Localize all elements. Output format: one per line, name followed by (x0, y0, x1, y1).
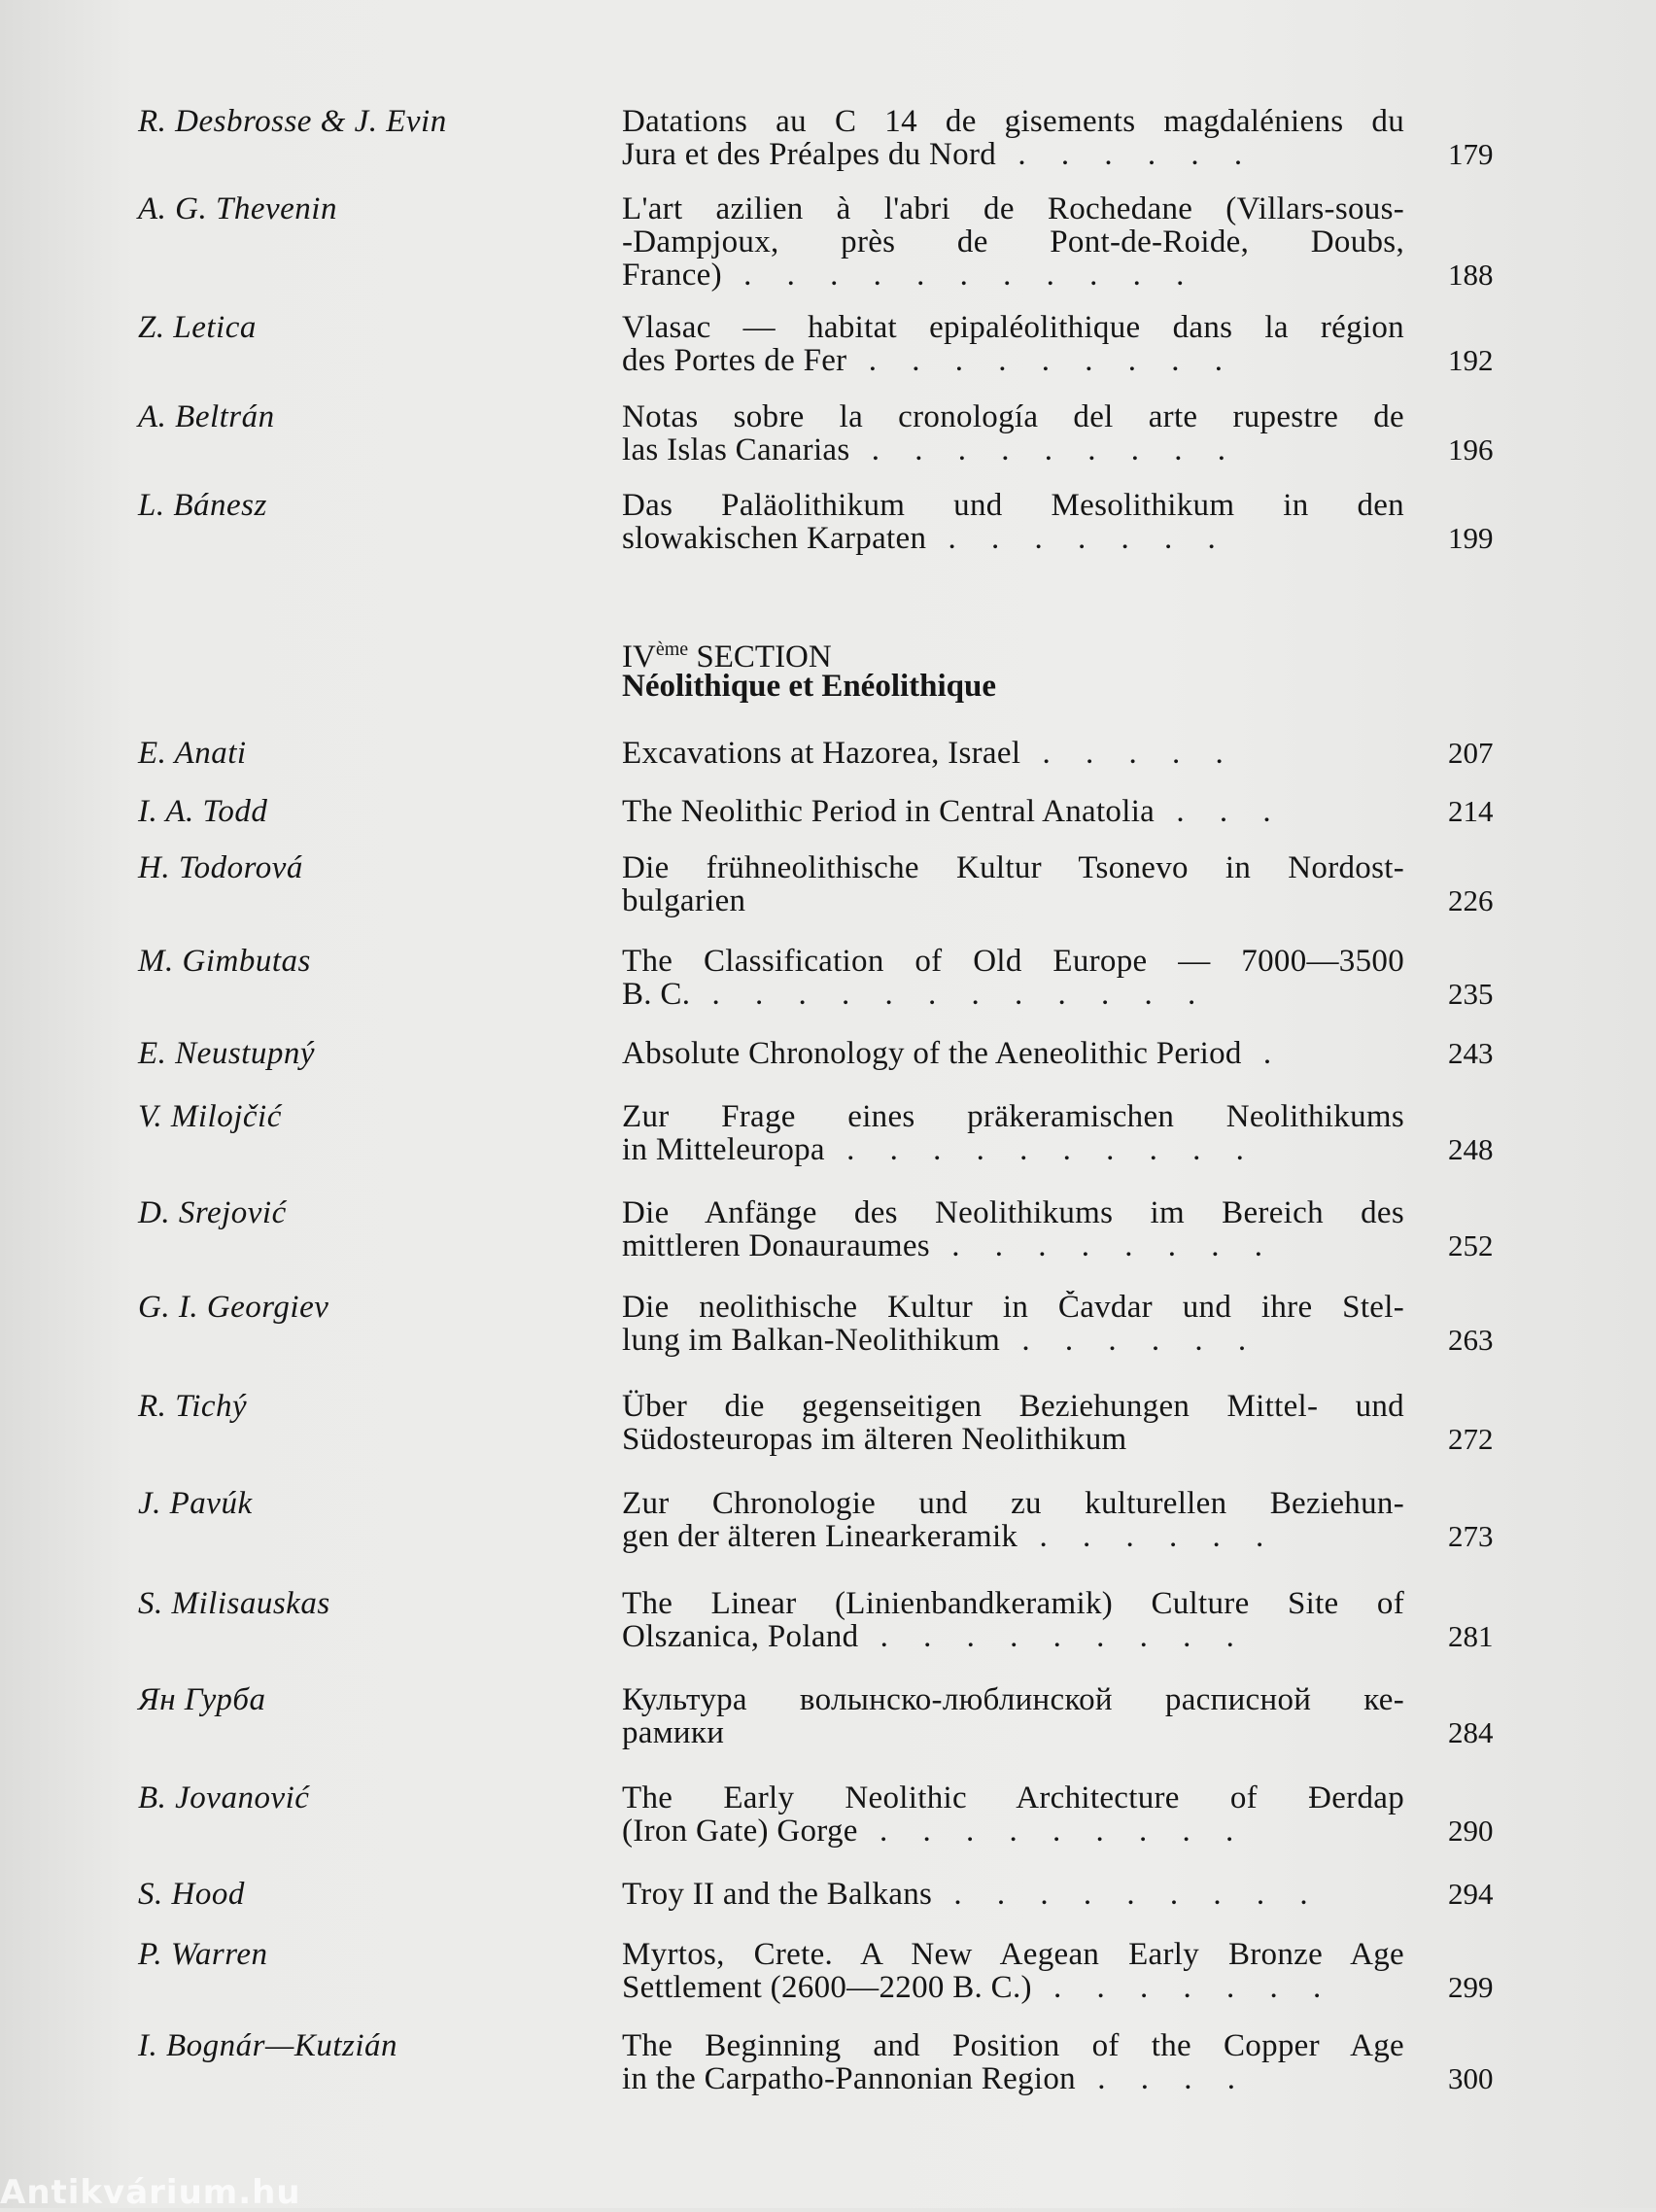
toc-title-line: Myrtos, Crete. A New Aegean Early Bronze Age (622, 1938, 1404, 1971)
toc-page-number: 281 (1448, 1619, 1494, 1653)
toc-title (622, 1938, 1404, 2004)
toc-title-line: in the Carpatho-Pannonian Region (622, 2062, 1076, 2095)
toc-page-number: 252 (1448, 1228, 1494, 1262)
toc-page-number: 199 (1448, 521, 1494, 555)
toc-page-number: 300 (1448, 2061, 1494, 2095)
toc-author: E. Neustupný (138, 1036, 315, 1071)
toc-page-number: 294 (1448, 1877, 1494, 1911)
dot-leader: . . . . . . . (926, 522, 1229, 555)
toc-title-line: Культура волынско-люблинской расписной ке- (622, 1683, 1404, 1716)
dot-leader: . . . . . . . . . (846, 344, 1236, 377)
toc-title (622, 1683, 1404, 1749)
toc-title (622, 1878, 1404, 1911)
toc-author: H. Todorová (138, 850, 303, 885)
toc-title (622, 945, 1404, 1011)
toc-title-line: Absolute Chronology of the Aeneolithic Period (622, 1037, 1242, 1070)
toc-page-number: 196 (1448, 432, 1494, 467)
toc-author: G. I. Georgiev (138, 1290, 329, 1325)
toc-author: R. Desbrosse & J. Evin (138, 104, 447, 139)
toc-title (622, 192, 1404, 292)
toc-title-line: gen der älteren Linearkeramik (622, 1520, 1018, 1553)
toc-title-line: The Early Neolithic Architecture of Đerdap (622, 1781, 1404, 1815)
toc-page-number: 188 (1448, 258, 1494, 292)
toc-title-line: France) (622, 259, 722, 292)
toc-title-line: Zur Frage eines präkeramischen Neolithikums (622, 1100, 1404, 1133)
toc-title (622, 1487, 1404, 1553)
dot-leader: . . . . . . . . . . . (721, 259, 1198, 292)
toc-author: E. Anati (138, 736, 247, 771)
toc-title (622, 1196, 1404, 1262)
toc-title-line: mittleren Donauraumes (622, 1229, 930, 1262)
dot-leader: . . . . (1075, 2062, 1249, 2095)
toc-title-line: -Dampjoux, près de Pont-de-Roide, Doubs, (622, 225, 1404, 259)
toc-author: D. Srejović (138, 1195, 287, 1230)
toc-title-line: Zur Chronologie und zu kulturellen Beziehun- (622, 1487, 1404, 1520)
dot-leader: . (1241, 1037, 1286, 1070)
toc-page-number: 226 (1448, 883, 1494, 917)
toc-title-line: Das Paläolithikum und Mesolithikum in den (622, 489, 1404, 522)
toc-title (622, 737, 1404, 770)
dot-leader: . . . . . . . . . (932, 1878, 1322, 1911)
toc-title-line: in Mitteleuropa (622, 1133, 825, 1166)
toc-title-line: The Beginning and Position of the Copper Age (622, 2029, 1404, 2062)
toc-page-number: 273 (1448, 1519, 1494, 1553)
toc-title-line: Settlement (2600—2200 B. C.) (622, 1971, 1032, 2004)
toc-title-line: Südosteuropas im älteren Neolithikum (622, 1423, 1127, 1456)
dot-leader: . . . . . . (1000, 1324, 1260, 1357)
toc-page-number: 263 (1448, 1323, 1494, 1357)
toc-author: L. Bánesz (138, 488, 267, 523)
toc-author: M. Gimbutas (138, 944, 311, 979)
toc-page-number: 214 (1448, 794, 1494, 828)
toc-title-line: las Islas Canarias (622, 433, 850, 467)
toc-title (622, 1291, 1404, 1357)
toc-title (622, 1587, 1404, 1653)
toc-title-line: des Portes de Fer (622, 344, 847, 377)
toc-title-line: Die Anfänge des Neolithikums im Bereich des (622, 1196, 1404, 1229)
dot-leader: . . . . . (1020, 737, 1237, 770)
toc-title-line: Die neolithische Kultur in Čavdar und ihre Stel- (622, 1291, 1404, 1324)
watermark: Antikvárium.hu (0, 2173, 301, 2212)
toc-title-line: L'art azilien à l'abri de Rochedane (Villars-sous- (622, 192, 1404, 225)
toc-title (622, 1390, 1404, 1456)
toc-page-number: 243 (1448, 1036, 1494, 1070)
section-heading: IVème SECTION (622, 639, 832, 674)
dot-leader: . . . . . . . . (929, 1229, 1276, 1262)
toc-title (622, 1037, 1404, 1070)
dot-leader: . . . . . . (1018, 1520, 1278, 1553)
toc-title (622, 795, 1404, 828)
toc-title-line: Jura et des Préalpes du Nord (622, 138, 997, 171)
toc-title-line: bulgarien (622, 884, 746, 917)
toc-title-line: Datations au C 14 de gisements magdaléniens du (622, 105, 1404, 138)
toc-page-number: 235 (1448, 977, 1494, 1011)
toc-title-line: The Linear (Linienbandkeramik) Culture Site of (622, 1587, 1404, 1620)
toc-title-line: The Neolithic Period in Central Anatolia (622, 795, 1156, 828)
toc-page-number: 272 (1448, 1422, 1494, 1456)
dot-leader: . . . . . . . . . (849, 433, 1239, 467)
toc-page-number: 248 (1448, 1132, 1494, 1166)
toc-title-line: Troy II and the Balkans (622, 1878, 933, 1911)
toc-title-line: Über die gegenseitigen Beziehungen Mittel- und (622, 1390, 1404, 1423)
toc-page-number: 207 (1448, 736, 1494, 770)
toc-page-number: 192 (1448, 343, 1494, 377)
toc-title-line: (Iron Gate) Gorge (622, 1815, 858, 1848)
toc-author: B. Jovanović (138, 1780, 310, 1815)
toc-title (622, 1781, 1404, 1848)
toc-title (622, 489, 1404, 555)
toc-author: A. Beltrán (138, 399, 275, 434)
toc-author: S. Hood (138, 1877, 245, 1912)
toc-author: Ян Гурба (138, 1682, 266, 1717)
section-subtitle: Néolithique et Enéolithique (622, 669, 997, 704)
dot-leader: . . . . . . . . . . . . (690, 978, 1210, 1011)
toc-title (622, 105, 1404, 171)
toc-author: S. Milisauskas (138, 1586, 330, 1621)
toc-title-line: Die frühneolithische Kultur Tsonevo in Nordost- (622, 851, 1404, 884)
toc-title-line: lung im Balkan-Neolithikum (622, 1324, 1001, 1357)
toc-title-line: Olszanica, Poland (622, 1620, 859, 1653)
toc-page-number: 290 (1448, 1814, 1494, 1848)
toc-title-line: Vlasac — habitat epipaléolithique dans la région (622, 311, 1404, 344)
toc-title-line: Excavations at Hazorea, Israel (622, 737, 1021, 770)
toc-title-line: slowakischen Karpaten (622, 522, 927, 555)
toc-author: I. A. Todd (138, 794, 268, 829)
toc-author: I. Bognár—Kutzián (138, 2028, 398, 2063)
toc-title-line: рамики (622, 1716, 725, 1749)
toc-author: A. G. Thevenin (138, 191, 337, 226)
toc-page-number: 179 (1448, 137, 1494, 171)
toc-title-line: The Classification of Old Europe — 7000—3500 (622, 945, 1404, 978)
dot-leader: . . . (1155, 795, 1285, 828)
dot-leader: . . . . . . (996, 138, 1257, 171)
toc-page-number: 284 (1448, 1715, 1494, 1749)
toc-author: J. Pavúk (138, 1486, 253, 1521)
dot-leader: . . . . . . . . . . (824, 1133, 1258, 1166)
toc-title (622, 1100, 1404, 1166)
toc-title-line: Notas sobre la cronología del arte rupestre de (622, 400, 1404, 433)
toc-author: R. Tichý (138, 1389, 248, 1424)
toc-title (622, 311, 1404, 377)
toc-title (622, 400, 1404, 467)
toc-title-line: B. C. (622, 978, 691, 1011)
dot-leader: . . . . . . . . . (857, 1815, 1248, 1848)
dot-leader: . . . . . . . . . (858, 1620, 1248, 1653)
toc-author: Z. Letica (138, 310, 257, 345)
toc-title (622, 851, 1404, 917)
toc-author: V. Milojčić (138, 1099, 282, 1134)
toc-page-number: 299 (1448, 1970, 1494, 2004)
toc-title (622, 2029, 1404, 2095)
dot-leader: . . . . . . . (1031, 1971, 1335, 2004)
toc-author: P. Warren (138, 1937, 268, 1972)
